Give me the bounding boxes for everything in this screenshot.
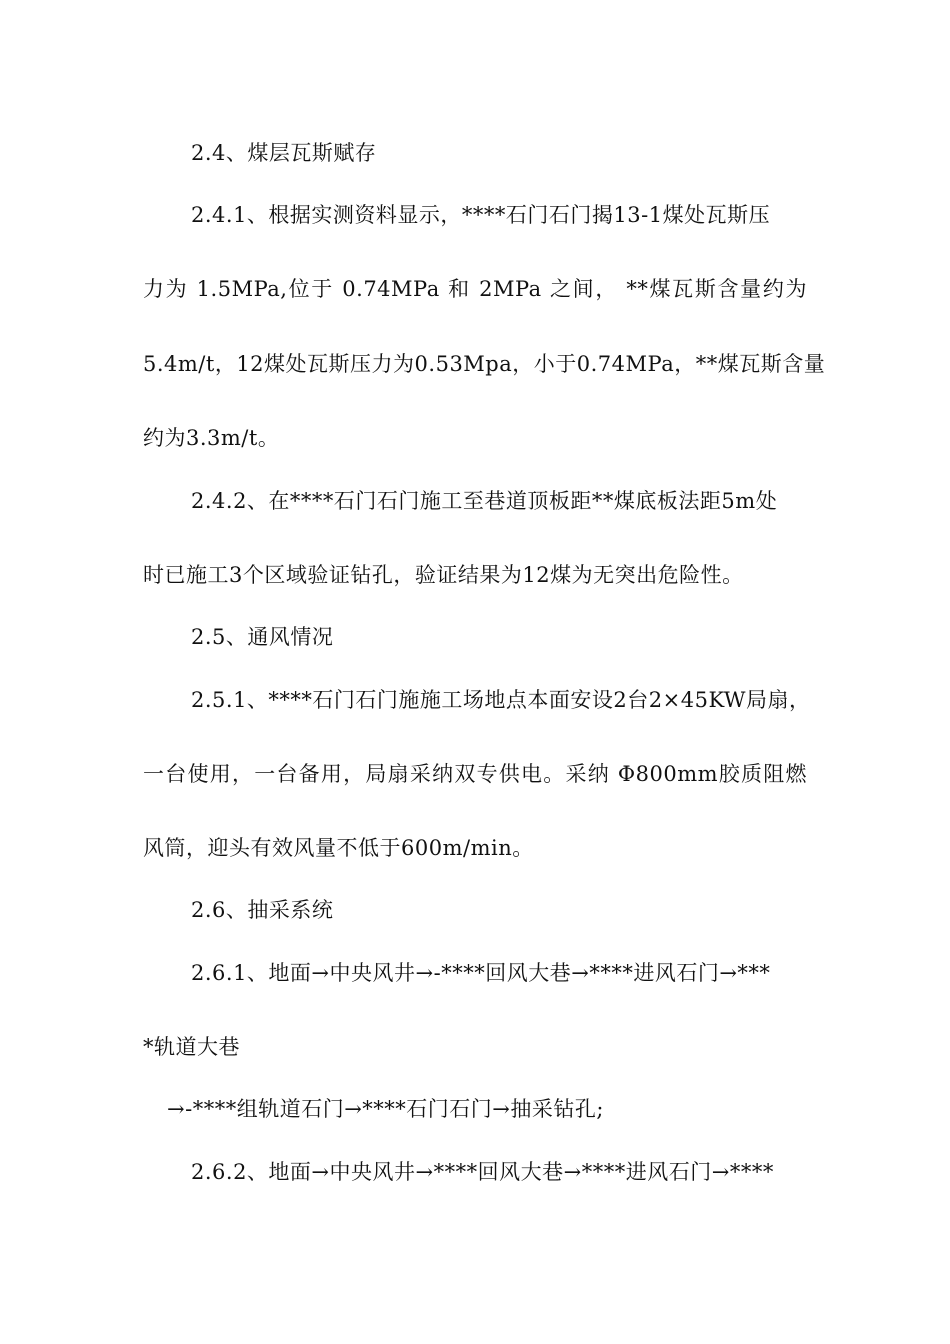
heading-2-4: 2.4、煤层瓦斯赋存: [191, 141, 377, 165]
paragraph-line: 力为 1.5MPa,位于 0.74MPa 和 2MPa 之间， **煤瓦斯含量约为: [143, 277, 807, 301]
paragraph-line: 时已施工3个区域验证钻孔，验证结果为12煤为无突出危险性。: [143, 563, 744, 587]
paragraph-line: 2.4.1、根据实测资料显示，****石门石门揭13-1煤处瓦斯压: [191, 203, 771, 227]
paragraph-line: 风筒，迎头有效风量不低于600m/min。: [143, 836, 534, 860]
paragraph-line: 2.6.1、地面→中央风井→-****回风大巷→****进风石门→***: [191, 961, 771, 985]
paragraph-line: 2.4.2、在****石门石门施工至巷道顶板距**煤底板法距5m处: [191, 489, 778, 513]
paragraph-line: 2.5.1、****石门石门施施工场地点本面安设2台2×45KW局扇，: [191, 688, 811, 712]
paragraph-line: 约为3.3m/t。: [143, 426, 280, 450]
paragraph-line: *轨道大巷: [143, 1035, 240, 1059]
paragraph-line: 一台使用，一台备用，局扇采纳双专供电。采纳 Φ800mm胶质阻燃: [143, 762, 807, 786]
heading-2-5: 2.5、通风情况: [191, 625, 334, 649]
heading-2-6: 2.6、抽采系统: [191, 898, 334, 922]
paragraph-line: 5.4m/t，12煤处瓦斯压力为0.53Mpa，小于0.74MPa，**煤瓦斯含量: [143, 352, 826, 376]
paragraph-line: 2.6.2、地面→中央风井→****回风大巷→****进风石门→****: [191, 1160, 774, 1184]
paragraph-line: →-****组轨道石门→****石门石门→抽采钻孔;: [167, 1097, 604, 1121]
